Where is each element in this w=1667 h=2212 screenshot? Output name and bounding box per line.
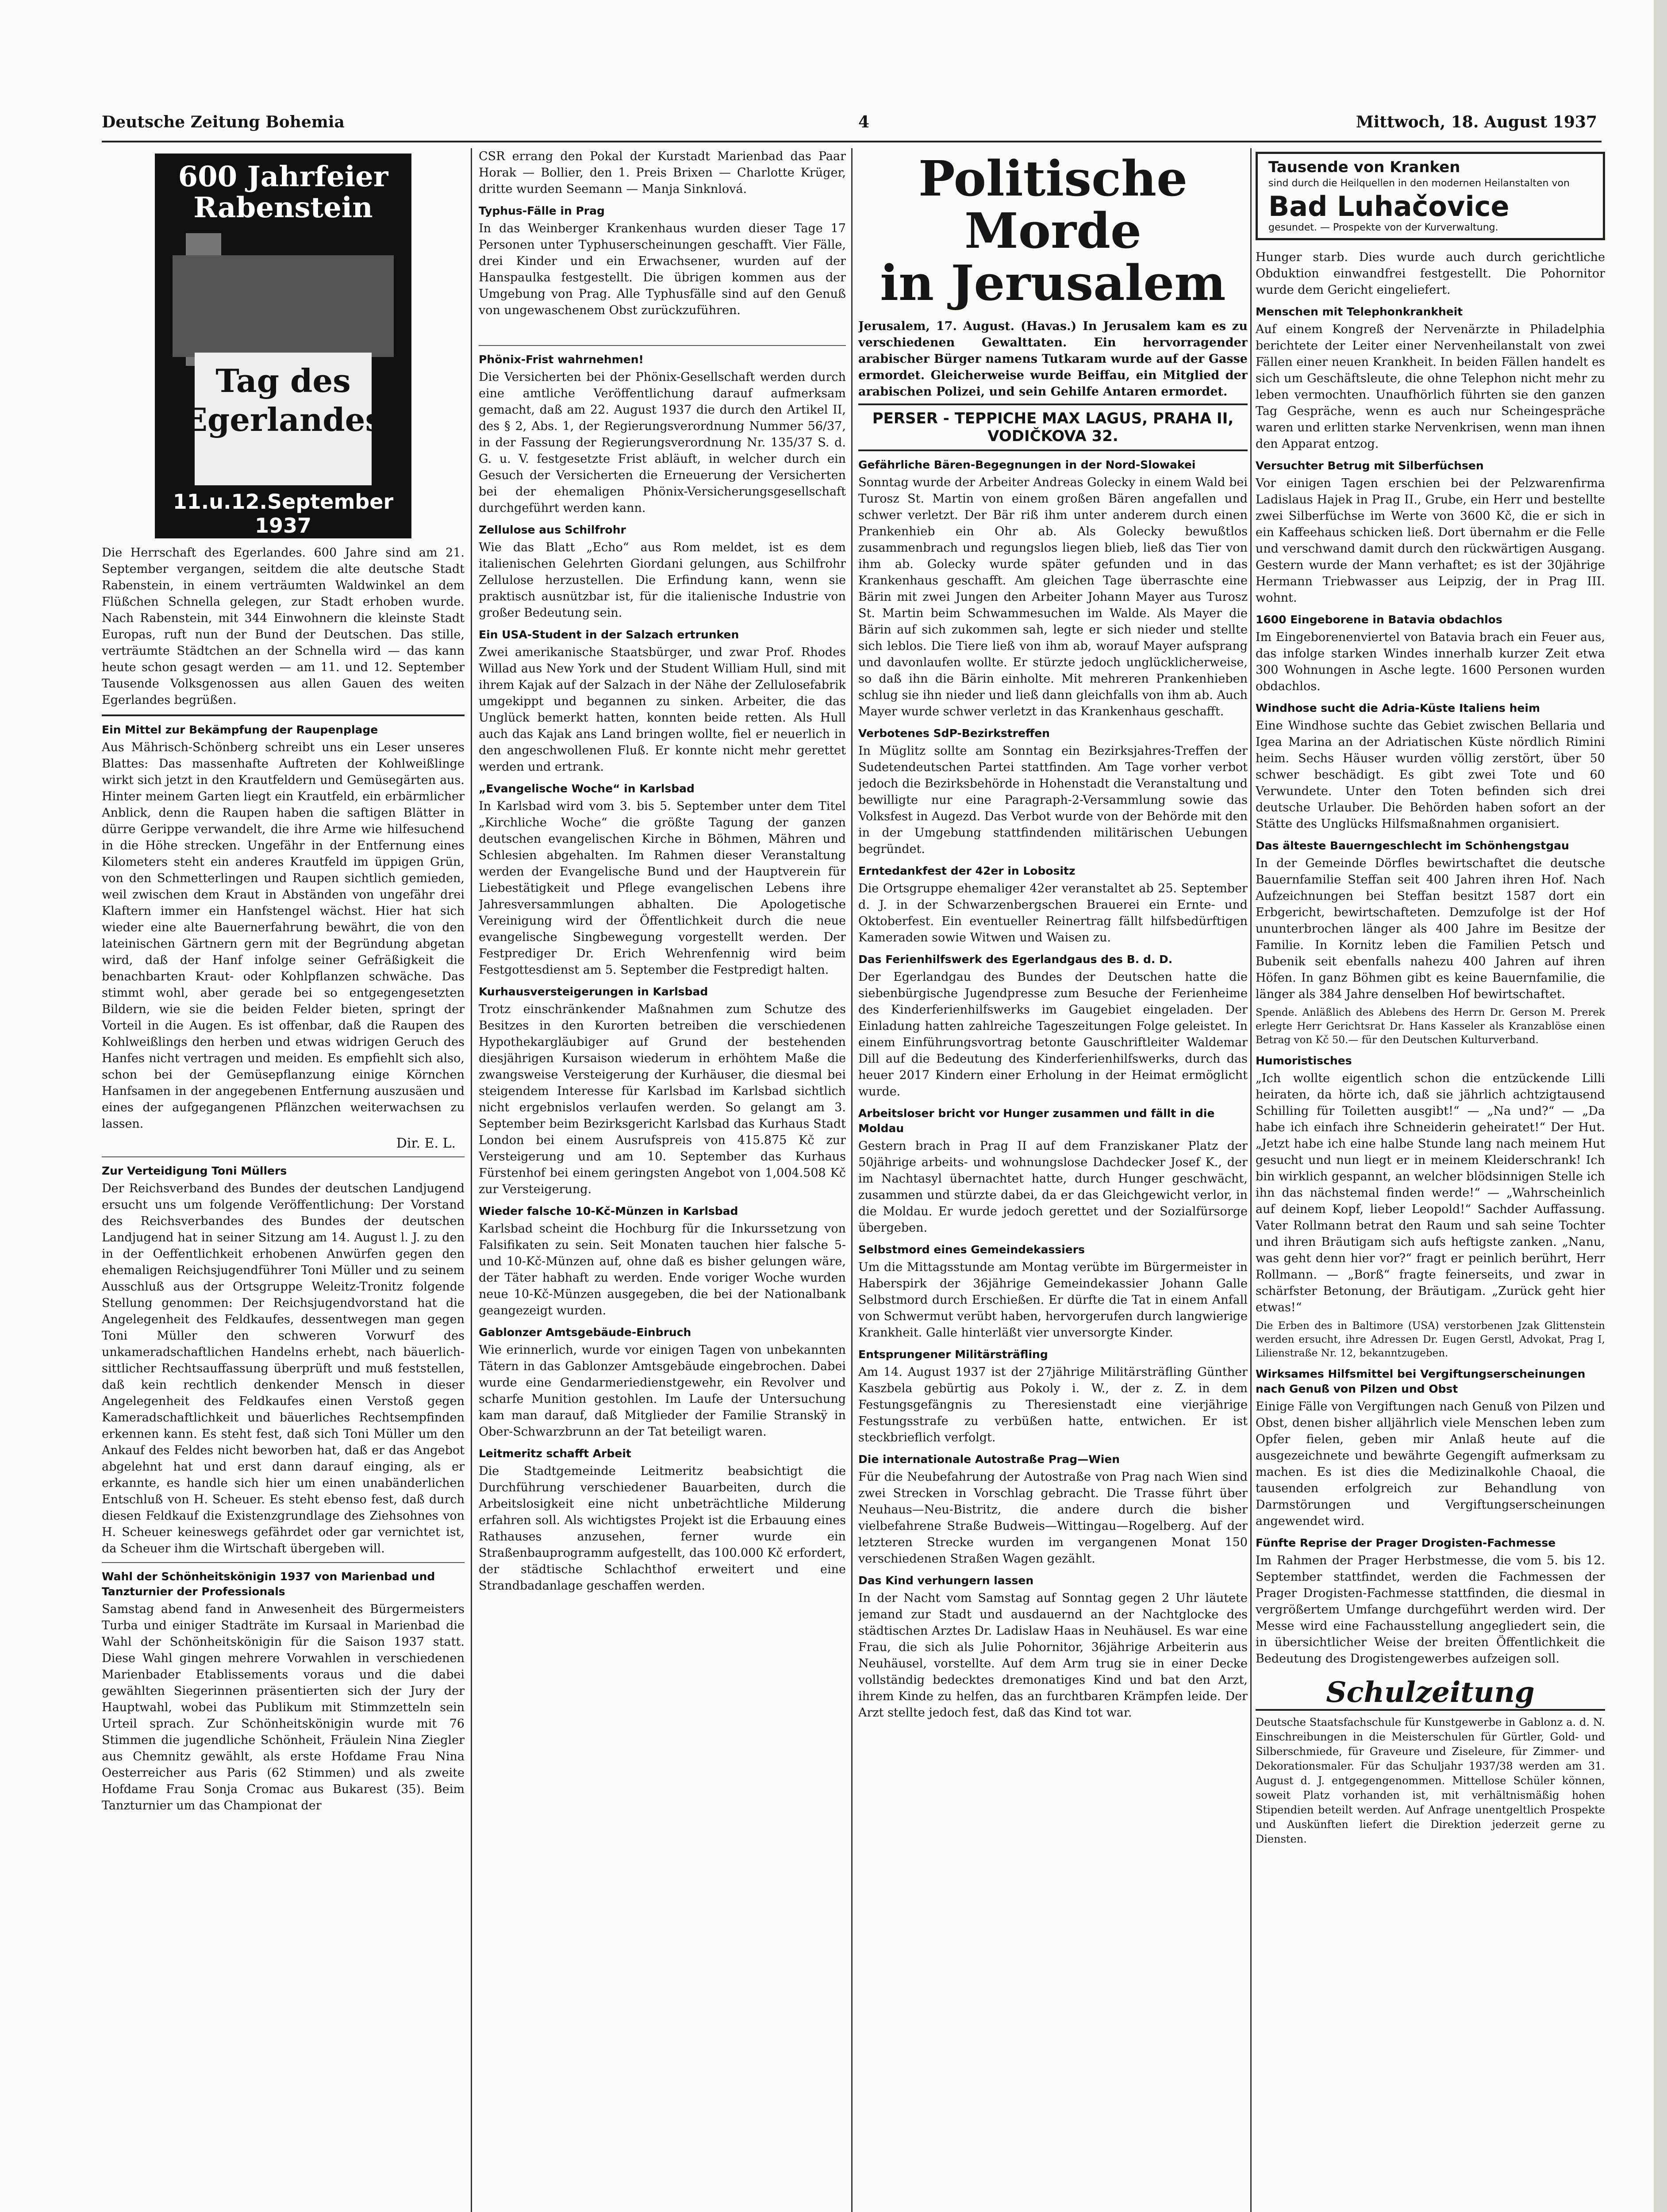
small-notice: Spende. Anläßlich des Ablebens des Herrn Dr. Gerson M. Prerek erlegte Herr Gerichtsrat Dr. Hans Kasseler als Kranzablöse einen Betrag von Kč 50.— für den Deutschen Kulturverband. bbox=[1256, 1007, 1605, 1046]
article-body: Deutsche Staatsfachschule für Kunstgewerbe in Gablonz a. d. N. Einschreibungen in die Meisterschulen für Gürtler, Gold- und Silberschmiede, für Graveure und Ziseleure, für Zimmer- und Dekorationsmaler. Für das Schuljahr 1937/38 werden am 31. August d. J. entgegengenommen. Mittellose Schüler können, soweit Platz vorhanden ist, mit verhältnismäßig hohen Stipendien beteilt werden. Auf Anfrage unentgeltlich Prospekte und Auskünften liefert die Direktion jederzeit gerne zu Diensten. bbox=[1256, 1716, 1605, 1845]
article-separator bbox=[479, 345, 846, 346]
page-header bbox=[102, 113, 1597, 139]
article-headline: Zellulose aus Schilfrohr bbox=[479, 523, 626, 536]
article-headline: Das Kind verhungern lassen bbox=[858, 1574, 1034, 1587]
article-body: Aus Mährisch-Schönberg schreibt uns ein Leser unseres Blattes: Das massenhafte Auftreten der Kohlweißlinge wirkt sich jetzt in den Krautfeldern und Gemüsegärten aus. Hinter meinem Garten liegt ein Krautfeld, ein erbärmlicher Anblick, denn die Raupen haben die saftigen Blätter in dürre Gerippe verwandelt, die ihre Arme wie hilfesuchend in die Höhe strecken. Ungefähr in der Entfernung eines Kilometers steht ein anderes Krautfeld im üppigen Grün, von den Schmetterlingen und Raupen sichtlich gemieden, weil zwischen dem Kraut in Abständen von ungefähr drei Klaftern immer ein Hanfstengel wächst. Hier hat sich wieder eine alte Bauernerfahrung bewährt, die von den lateinischen Gärtnern gern mit der Begründung abgetan wird, daß der Hanf infolge seiner Gefräßigkeit die benachbarten Kraut- oder Kohlpflanzen schwäche. Das stimmt wohl, aber gerade bei so entgegengesetzten Bildern, wie sie die beiden Felder bieten, springt der Vorteil in die Augen. Es ist offenbar, daß die Raupen des Kohlweißlings den herben und etwas widrigen Geruch des Hanfes nicht vertragen und meiden. Es empfiehlt sich also, schon bei der Gemüsepflanzung einige Körnchen Hanfsamen in der angegebenen Entfernung auszusäen und eines der aufgegangenen Pflänzchen weiterwachsen zu lassen. bbox=[102, 741, 465, 1131]
article-headline: Menschen mit Telephonkrankheit bbox=[1256, 305, 1463, 318]
small-notice: Die Erben des in Baltimore (USA) verstorbenen Jzak Glittenstein werden ersucht, ihre Adressen Dr. Eugen Gerstl, Advokat, Prag I, Lilienstraße Nr. 12, bekanntzugeben. bbox=[1256, 1320, 1605, 1359]
article-body: In der Nacht vom Samstag auf Sonntag gegen 2 Uhr läutete jemand zur Stadt und ausdauernd an der Nachtglocke des städtischen Arztes Dr. Ladislaw Haas in Neuhäusel. Es war eine Frau, die sich als Julie Pohornitor, 36jährige Arbeiterin aus Neuhäusel, vorstellte. Auf dem Arm trug sie in einer Decke vollständig bedecktes dremonatiges Kind und bat den Arzt, ihrem Kinde zu helfen, das an furchtbaren Krämpfen leide. Der Arzt stellte jedoch fest, daß das Kind tot war. bbox=[858, 1591, 1248, 1720]
issue-date: Mittwoch, 18. August 1937 bbox=[1356, 113, 1597, 131]
article-body: Im Eingeborenenviertel von Batavia brach ein Feuer aus, das infolge starken Windes innerhalb kurzer Zeit etwa 300 Wohnungen in Asche legte. 1600 Personen wurden obdachlos. bbox=[1256, 630, 1605, 693]
lead-headline-line1: Politische Morde bbox=[918, 150, 1188, 259]
article-headline: Typhus-Fälle in Prag bbox=[479, 204, 605, 217]
article-body: „Ich wollte eigentlich schon die entzückende Lilli heiraten, da hörte ich, daß sie jährlich achtzigtausend Schilling für Toiletten ausgibt!“ — „Na und?“ — „Da habe ich einfach ihre Schneiderin geheiratet!“ Der Hut. „Jetzt habe ich eine halbe Stunde lang nach meinem Hut gesucht und nun liegt er in meinem Kleiderschrank! Ich bin wirklich gespannt, an welcher blödsinnigen Stelle ich ihn das nächstemal finden werde!“ — „Wahrscheinlich auf deinem Kopf, lieber Leopold!“ Sachder Auffassung. Vater Rollmann betrat den Raum und sah seine Tochter und ihren Bräutigam sich aufs heftigste zanken. „Nanu, was geht denn hier vor?“ fragt er peinlich berührt, Herr Rollmann. — „Borß“ fragte feinerseits, und zwar in schärfster Betonung, der Bräutigam. „Zurück geht hier etwas!“ bbox=[1256, 1071, 1605, 1314]
article-headline: 1600 Eingeborene in Batavia obdachlos bbox=[1256, 613, 1502, 626]
article-body: Auf einem Kongreß der Nervenärzte in Philadelphia berichtete der Leiter einer Nervenheilanstalt von zwei Fällen einer neuen Krankheit. In beiden Fällen handelt es sich um Geschäftsleute, die ohne Telephon nicht mehr zu leben vermochten. Unaufhörlich führten sie den ganzen Tag Gespräche, wenn es auch nur Scheingespräche waren und erlitten starke Nervenkrisen, wenn man ihnen den Apparat entzog. bbox=[1256, 323, 1605, 451]
column-rule bbox=[851, 148, 853, 2212]
poster-title: 600 Jahrfeier Rabenstein bbox=[178, 160, 388, 224]
article-body: Samstag abend fand in Anwesenheit des Bürgermeisters Turba und einiger Stadträte im Kursaal in Marienbad die Wahl der Schönheitskönigin für die Saison 1937 statt. Diese Wahl gingen mehrere Vorwahlen in verschiedenen Marienbader Etablissements voraus und die dabei gewählten Siegerinnen präsentierten sich der Jury der Hauptwahl, wobei das Publikum mit Stimmzetteln sein Urteil sprach. Zur Schönheitskönigin wurde mit 76 Stimmen die jugendliche Schönheit, Fräulein Nina Ziegler aus Chemnitz gewählt, als erste Hofdame Frau Nina Oesterreicher aus Paris (62 Stimmen) und als zweite Hofdame Frau Sonja Cromac aus Bukarest (35). Beim Tanzturnier um das Championat der bbox=[102, 1602, 465, 1813]
article-body: Der Reichsverband des Bundes der deutschen Landjugend ersucht uns um folgende Veröffentlichung: Der Vorstand des Reichsverbandes des Bundes der deutschen Landjugend hat in seiner Sitzung am 14. August l. J. zu den in der Oeffentlichkeit erhobenen Anwürfen gegen den ehemaligen Reichsjugendführer Toni Müller und zu seinem Ausschluß aus der Ortsgruppe Weleitz-Tronitz folgende Stellung genommen: Der Reichsjugendvorstand hat die Angelegenheit des Feldkaufes, dessentwegen man gegen Toni Müller den schweren Vorwurf des unkameradschaftlichen Handelns erhebt, nach bäuerlich-sittlicher Rechtsauffassung überprüft und muß feststellen, daß kein rechtlich denkender Mensch in dieser Angelegenheit des Feldkaufes einen Verstoß gegen Kameradschaftlichkeit und bäuerliches Rechtsempfinden erkennen kann. Es steht fest, daß sich Toni Müller um den Ankauf des Feldes nicht beworben hat, daß er das Angebot abgelehnt hat und erst dann darauf einging, als er erkannte, es handle sich hier um einen unabänderlichen Entschluß von H. Scheuer. Es steht ebenso fest, daß durch diesen Feldkauf die Existenzgrundlage des Ziehsohnes von H. Scheuer keineswegs gefährdet oder gar vernichtet ist, da Scheuer ihm die Wirtschaft übergeben will. bbox=[102, 1182, 465, 1555]
article-headline: Gablonzer Amtsgebäude-Einbruch bbox=[479, 1326, 691, 1339]
section-title-schulzeitung: Schulzeitung bbox=[1256, 1676, 1605, 1711]
lead-story-body: Jerusalem, 17. August. (Havas.) In Jerusalem kam es zu verschiedenen Gewalttaten. Ein hervorragender arabischer Bürger namens Tutkaram wurde auf der Gasse ermordet. Gleicherweise wurde Beiffau, ein Mitglied der arabischen Polizei, und sein Gehilfe Antaren ermordet. bbox=[858, 319, 1248, 399]
poster-subtitle: Tag des Egerlandes bbox=[183, 362, 383, 438]
carpet-advertisement: PERSER - TEPPICHE MAX LAGUS, PRAHA II, VODIČKOVA 32. bbox=[858, 403, 1248, 451]
page-edge bbox=[1654, 0, 1667, 2212]
article-headline: Ein USA-Student in der Salzach ertrunken bbox=[479, 628, 739, 641]
article-headline: Kurhausversteigerungen in Karlsbad bbox=[479, 985, 708, 998]
poster-date: 11.u.12.September 1937 bbox=[173, 490, 394, 538]
article-headline: Zur Verteidigung Toni Müllers bbox=[102, 1164, 287, 1177]
lead-story-headline bbox=[858, 150, 1248, 311]
ad-headline: Tausende von Kranken bbox=[1268, 158, 1460, 176]
article-body: Die Stadtgemeinde Leitmeritz beabsichtigt die Durchführung verschiedener Bauarbeiten, durch die Arbeitslosigkeit eine nicht unbeträchtliche Milderung erfahren soll. Als wichtigstes Projekt ist die Erbauung eines Rathauses anzusehen, ferner wurde ein Straßenbauprogramm aufgestellt, das 100.000 Kč erfordert, der städtische Schlachthof erweitert und eine Strandbadanlage geschaffen werden. bbox=[479, 1464, 846, 1593]
article-headline: Erntedankfest der 42er in Lobositz bbox=[858, 864, 1075, 877]
article-headline: Verbotenes SdP-Bezirkstreffen bbox=[858, 727, 1050, 740]
lead-headline-line2: in Jerusalem bbox=[880, 254, 1226, 311]
header-rule bbox=[102, 141, 1602, 142]
article-body: Für die Neubefahrung der Autostraße von Prag nach Wien sind zwei Strecken in Vorschlag gebracht. Die Trasse führt über Neuhaus—Neu-Bistritz, die andere durch die bisher vielbefahrene Straße Budweis—Wittingau—Rogelberg. Auf der letzteren Strecke wurden im vergangenen Monat 150 verschiedenen Straßen Wagen gezählt. bbox=[858, 1470, 1248, 1566]
article-body: Zwei amerikanische Staatsbürger, und zwar Prof. Rhodes Willad aus New York und der Student William Hull, sind mit ihrem Kajak auf der Salzach in der Nähe der Zellulosefabrik umgekippt und begannen zu sinken. Arbeiter, die das Unglück bemerkt hatten, konnten beide retten. Als Hull auch das Kajak ans Land bringen wollte, fiel er neuerlich in den angeschwollenen Fluß. Er konnte nicht mehr gerettet werden und ertrank. bbox=[479, 645, 846, 774]
article-body: Im Rahmen der Prager Herbstmesse, die vom 5. bis 12. September stattfindet, werden die Fachmessen der Prager Drogisten-Fachmesse stattfinden, die diesmal in vergrößertem Umfange durchgeführt werden wird. Der Messe wird eine Fachausstellung angegliedert sein, die in übersichtlicher Weise der breiten Öffentlichkeit die Bedeutung des Drogistengewerbes aufzeigen soll. bbox=[1256, 1554, 1605, 1666]
article-body: Um die Mittagsstunde am Montag verübte im Bürgermeister in Haberspirk der 36jährige Gemeindekassier Johann Galle Selbstmord durch Erschießen. Er dürfte die Tat in einem Anfall von Schwermut verübt haben, hervorgerufen durch langwierige Krankheit. Galle hinterläßt vier unversorgte Kinder. bbox=[858, 1260, 1248, 1340]
article-body: Trotz einschränkender Maßnahmen zum Schutze des Besitzes in den Kurorten betreiben die verschiedenen Hypothekargläubiger auf Grund der bestehenden diesjährigen Kursaison wiederum in erhöhtem Maße die zwangsweise Versteigerung der Kurhäuser, die diesmal bei steigendem Interesse für Karlsbad im Karlsbad sichtlich nicht ergebnislos verlaufen werden. So gelangt am 3. September beim Bezirksgericht Karlsbad das Kurhaus Stadt London bei einem Ausrufspreis von 415.875 Kč zur Versteigerung und am 10. September das Kurhaus Fürstenhof bei einem geringsten Angebot von 1,004.508 Kč zur Versteigerung. bbox=[479, 1002, 846, 1196]
article-body: In Karlsbad wird vom 3. bis 5. September unter dem Titel „Kirchliche Woche“ die größte Tagung der ganzen deutschen evangelischen Kirche in Böhmen, Mähren und Schlesien abgehalten. Im Rahmen dieser Veranstaltung werden der Evangelische Bund und der Hauptverein für Liebestätigkeit und Pflege evangelischen Lebens ihre Jahresversammlungen abhalten. Die Apologetische Vereinigung wird der Öffentlichkeit durch die neue evangelische Singbewegung vorgestellt werden. Der Festprediger Dr. Erich Wehrenfennig wird beim Festgottesdienst am 5. September die Festpredigt halten. bbox=[479, 799, 846, 977]
column-4 bbox=[1256, 148, 1605, 2212]
column-2 bbox=[479, 148, 846, 2212]
article-body: In das Weinberger Krankenhaus wurden dieser Tage 17 Personen unter Typhuserscheinungen geschafft. Vier Fälle, drei Kinder und ein Erwachsener, wurden auf der Hanspaulka festgestellt. Die übrigen kommen aus der Umgebung von Prag. Alle Typhusfälle sind auf den Genuß von ungewaschenem Obst zurückzuführen. bbox=[479, 222, 846, 317]
article-continuation: CSR errang den Pokal der Kurstadt Marienbad das Paar Horak — Bollier, den 1. Preis Brixen — Charlotte Krüger, dritte wurden Seemann — Manja Sinknlová. bbox=[479, 150, 846, 196]
column-1 bbox=[102, 148, 465, 2212]
article-body: Gestern brach in Prag II auf dem Franziskaner Platz der 50jährige arbeits- und wohnungslose Dachdecker Josef K., der im Nachtasyl übernachtet hatte, durch Hunger geschwächt, zusammen und stürzte dabei, da er das Gleichgewicht verlor, in die Moldau. Er wurde jedoch gerettet und der Sozialfürsorge übergeben. bbox=[858, 1139, 1248, 1235]
article-headline: Selbstmord eines Gemeindekassiers bbox=[858, 1243, 1085, 1256]
page-number: 4 bbox=[858, 113, 870, 131]
article-body: Der Egerlandgau des Bundes der Deutschen hatte die siebenbürgische Jugendpresse zum Besuche der Ferienheime des Kinderferienhilfswerks im Gaugebiet eingeladen. Der Einladung hatten zahlreiche Tageszeitungen Folge geleistet. In einem Einführungsvortrag betonte Gauschriftleiter Waldemar Dill auf die Bedeutung des Kinderferienhilfswerks, durch das heuer 2017 Kindern einer Erholung in der Heimat ermöglicht wurde. bbox=[858, 970, 1248, 1098]
article-body: Wie erinnerlich, wurde vor einigen Tagen von unbekannten Tätern in das Gablonzer Amtsgebäude eingebrochen. Dabei wurde eine Gendarmeriedienstgewehr, ein Revolver und scharfe Munition gestohlen. Im Laufe der Untersuchung kam man darauf, daß Mitglieder der Familie Stranskÿ in Ober-Schwarzbrunn an der Tat beteiligt waren. bbox=[479, 1343, 846, 1439]
article-body: Einige Fälle von Vergiftungen nach Genuß von Pilzen und Obst, denen bisher alljährlich viele Menschen leben zum Opfer fielen, geben mir Anlaß heute auf die ausgezeichnete und bewährte Gegengift aufmerksam zu machen. Es ist dies die Medizinalkohle Chaoal, die tausenden erfolgreich zur Behandlung von Darmstörungen und Vergiftungserscheinungen angewendet wird. bbox=[1256, 1400, 1605, 1528]
article-body: Vor einigen Tagen erschien bei der Pelzwarenfirma Ladislaus Hajek in Prag II., Grube, ein Herr und bestellte zwei Silberfüchse im Werte von 3600 Kč, die er sich in ein Kaffeehaus schicken ließ. Dort übernahm er die Felle und verschwand damit durch den rückwärtigen Ausgang. Gestern wurde der Mann verhaftet; es ist der 30jährige Hermann Triebwasser aus Leipzig, der in Prag III. wohnt. bbox=[1256, 476, 1605, 605]
article-headline: Fünfte Reprise der Prager Drogisten-Fachmesse bbox=[1256, 1536, 1556, 1549]
column-rule bbox=[471, 148, 472, 2212]
poster-castle-building bbox=[173, 255, 394, 357]
article-separator bbox=[102, 1156, 465, 1157]
article-body: Die Ortsgruppe ehemaliger 42er veranstaltet ab 25. September d. J. in der Schwarzenbergschen Brauerei ein Ernte- und Oktoberfest. Ein eventueller Reinertrag fällt hilfsbedürftigen Kameraden sowie Witwen und Waisen zu. bbox=[858, 882, 1248, 945]
article-body: Am 14. August 1937 ist der 27jährige Militärsträfling Günther Kaszbela gebürtig aus Pokoly i. W., der z. Z. in dem Festungsgefängnis zu Theresienstadt eine vierjährige Festungsstrafe zu verbüßen hatte, entwichen. Er ist steckbrieflich verfolgt. bbox=[858, 1365, 1248, 1444]
newspaper-name: Deutsche Zeitung Bohemia bbox=[102, 113, 345, 131]
article-headline: Versuchter Betrug mit Silberfüchsen bbox=[1256, 459, 1484, 472]
article-headline: Das älteste Bauerngeschlecht im Schönhengstgau bbox=[1256, 839, 1569, 852]
article-headline: Das Ferienhilfswerk des Egerlandgaus des B. d. D. bbox=[858, 953, 1173, 966]
article-headline: Die internationale Autostraße Prag—Wien bbox=[858, 1453, 1120, 1466]
article-signature: Dir. E. L. bbox=[396, 1136, 456, 1151]
article-headline: Leitmeritz schafft Arbeit bbox=[479, 1447, 631, 1460]
article-body: In der Gemeinde Dörfles bewirtschaftet die deutsche Bauernfamilie Steffan seit 400 Jahren ihren Hof. Nach Aufzeichnungen bei Steffan besitzt 1587 dort ein Erbgericht, bewirtschafteten. Demzufolge ist der Hof ununterbrochen länger als 400 Jahre im Besitze der Familie. In Kornitz leben die Familien Petsch und Bubenik seit ebenfalls nahezu 400 Jahren auf ihren Höfen. In ganz Böhmen gibt es keine Bauernfamilie, die länger als 384 Jahre denselben Hof bewirtschaftet. bbox=[1256, 856, 1605, 1001]
article-headline: Wahl der Schönheitskönigin 1937 von Marienbad und Tanzturnier der Professionals bbox=[102, 1570, 435, 1598]
poster-caption: Die Herrschaft des Egerlandes. 600 Jahre sind am 21. September vergangen, seitdem die alte deutsche Stadt Rabenstein, in einem verträumten Waldwinkel an dem Flüßchen Schnella gelegen, zur Stadt erhoben wurde. Nach Rabenstein, mit 344 Einwohnern die kleinste Stadt Europas, ruft nun der Bund der Deutschen. Das stille, verträumte Städtchen an der Schnella wird — das kann heute schon gesagt werden — am 11. und 12. September Tausende Volksgenossen aus allen Gauen des weiten Egerlandes begrüßen. bbox=[102, 546, 465, 707]
article-headline: Ein Mittel zur Bekämpfung der Raupenplage bbox=[102, 723, 378, 736]
article-body: In Müglitz sollte am Sonntag ein Bezirksjahres-Treffen der Sudetendeutschen Partei stattfinden. Am Tage vorher verbot jedoch die Bezirksbehörde in Hohenstadt die Veranstaltung und bewilligte nur eine Paragraph-2-Versammlung sowie das Volksfest in Augezd. Das Verbot wurde von der Behörde mit den in der Umgebung stattfindenden militärischen Uebungen begründet. bbox=[858, 744, 1248, 856]
article-headline: Arbeitsloser bricht vor Hunger zusammen und fällt in die Moldau bbox=[858, 1107, 1215, 1135]
ad-subline: sind durch die Heilquellen in den modernen Heilanstalten von bbox=[1268, 178, 1570, 189]
ad-footer: gesundet. — Prospekte von der Kurverwaltung. bbox=[1268, 222, 1498, 233]
article-separator bbox=[102, 714, 465, 716]
article-headline: Phönix-Frist wahrnehmen! bbox=[479, 353, 644, 366]
spa-advertisement bbox=[1256, 152, 1605, 240]
article-headline: Windhose sucht die Adria-Küste Italiens heim bbox=[1256, 702, 1540, 714]
article-body: Sonntag wurde der Arbeiter Andreas Golecky in einem Wald bei Turosz St. Martin von einem großen Bären angefallen und schwer verletzt. Der Bär riß ihm unter anderem durch einen Prankenhieb ein Ohr ab. Als Golecky bewußtlos zusammenbrach und regungslos liegen blieb, ließ das Tier von ihm ab. Golecky wurde später gefunden und in das Krankenhaus geschafft. Am gleichen Tage überraschte eine Bärin mit zwei Jungen den Arbeiter Johann Mayer aus Turosz St. Martin beim Schwammesuchen im Walde. Als Mayer die Bärin auf sich zukommen sah, legte er sich nieder und stellte sich leblos. Die Tiere ließ von ihm ab, worauf Mayer aufsprang und davonlaufen wollte. Er stürzte jedoch unglücklicherweise, so daß ihn die Bärin einholte. Mit mehreren Prankenhieben schlug sie ihn nieder und ließ dann gleichfalls von ihm ab. Auch Mayer wurde schwer verletzt in das Krankenhaus geschafft. bbox=[858, 476, 1248, 718]
article-headline: Wieder falsche 10-Kč-Münzen in Karlsbad bbox=[479, 1205, 738, 1217]
festival-poster-image bbox=[155, 154, 411, 538]
column-rule bbox=[1250, 148, 1252, 2212]
article-body: Wie das Blatt „Echo“ aus Rom meldet, ist es dem italienischen Gelehrten Giordani gelungen, aus Schilfrohr Zellulose herzustellen. Die Erfindung kann, wenn sie praktisch ausnützbar ist, für die italienische Industrie von großer Bedeutung sein. bbox=[479, 541, 846, 620]
article-body: Karlsbad scheint die Hochburg für die Inkurssetzung von Falsifikaten zu sein. Seit Monaten tauchen hier falsche 5- und 10-Kč-Münzen auf, ohne daß es bisher gelungen wäre, der Täter habhaft zu werden. Ende voriger Woche wurden neue 10-Kč-Münzen ausgegeben, die bei der Nationalbank geangezeigt wurden. bbox=[479, 1222, 846, 1317]
column-3 bbox=[858, 148, 1248, 2212]
article-headline: Gefährliche Bären-Begegnungen in der Nord-Slowakei bbox=[858, 458, 1196, 471]
article-body: Die Versicherten bei der Phönix-Gesellschaft werden durch eine amtliche Veröffentlichung darauf aufmerksam gemacht, daß am 22. August 1937 die durch den Artikel II, des § 2, Abs. 1, der Regierungsverordnung Nummer 56/37, in der Fassung der Regierungsverordnung Nr. 135/37 S. d. G. u. V. festgesetzte Frist abläuft, in welcher durch ein Gesuch der Versicherten die Erneuerung der Versicherten bei der ehemaligen Phönix-Versicherungsgesellschaft durchgeführt werden kann. bbox=[479, 370, 846, 515]
article-headline: „Evangelische Woche“ in Karlsbad bbox=[479, 782, 695, 795]
article-body: Eine Windhose suchte das Gebiet zwischen Bellaria und Igea Marina an der Adriatischen Küste nördlich Rimini heim. Sechs Häuser wurden völlig zerstört, über 50 schwer beschädigt. Es gibt zwei Tote und 60 Verwundete. Unter den Toten befinden sich drei deutsche Urlauber. Die Behörden haben sofort an der Stätte des Unglücks Hilfsmaßnahmen organisiert. bbox=[1256, 719, 1605, 831]
article-separator bbox=[102, 1562, 465, 1563]
article-headline: Wirksames Hilfsmittel bei Vergiftungserscheinungen nach Genuß von Pilzen und Obst bbox=[1256, 1367, 1586, 1395]
ad-spa-name: Bad Luhačovice bbox=[1268, 190, 1510, 223]
article-headline: Humoristisches bbox=[1256, 1054, 1352, 1067]
article-continuation: Hunger starb. Dies wurde auch durch gerichtliche Obduktion einwandfrei festgestellt. Die Pohornitor wurde dem Gericht eingeliefert. bbox=[1256, 250, 1605, 297]
article-headline: Entsprungener Militärsträfling bbox=[858, 1348, 1048, 1361]
